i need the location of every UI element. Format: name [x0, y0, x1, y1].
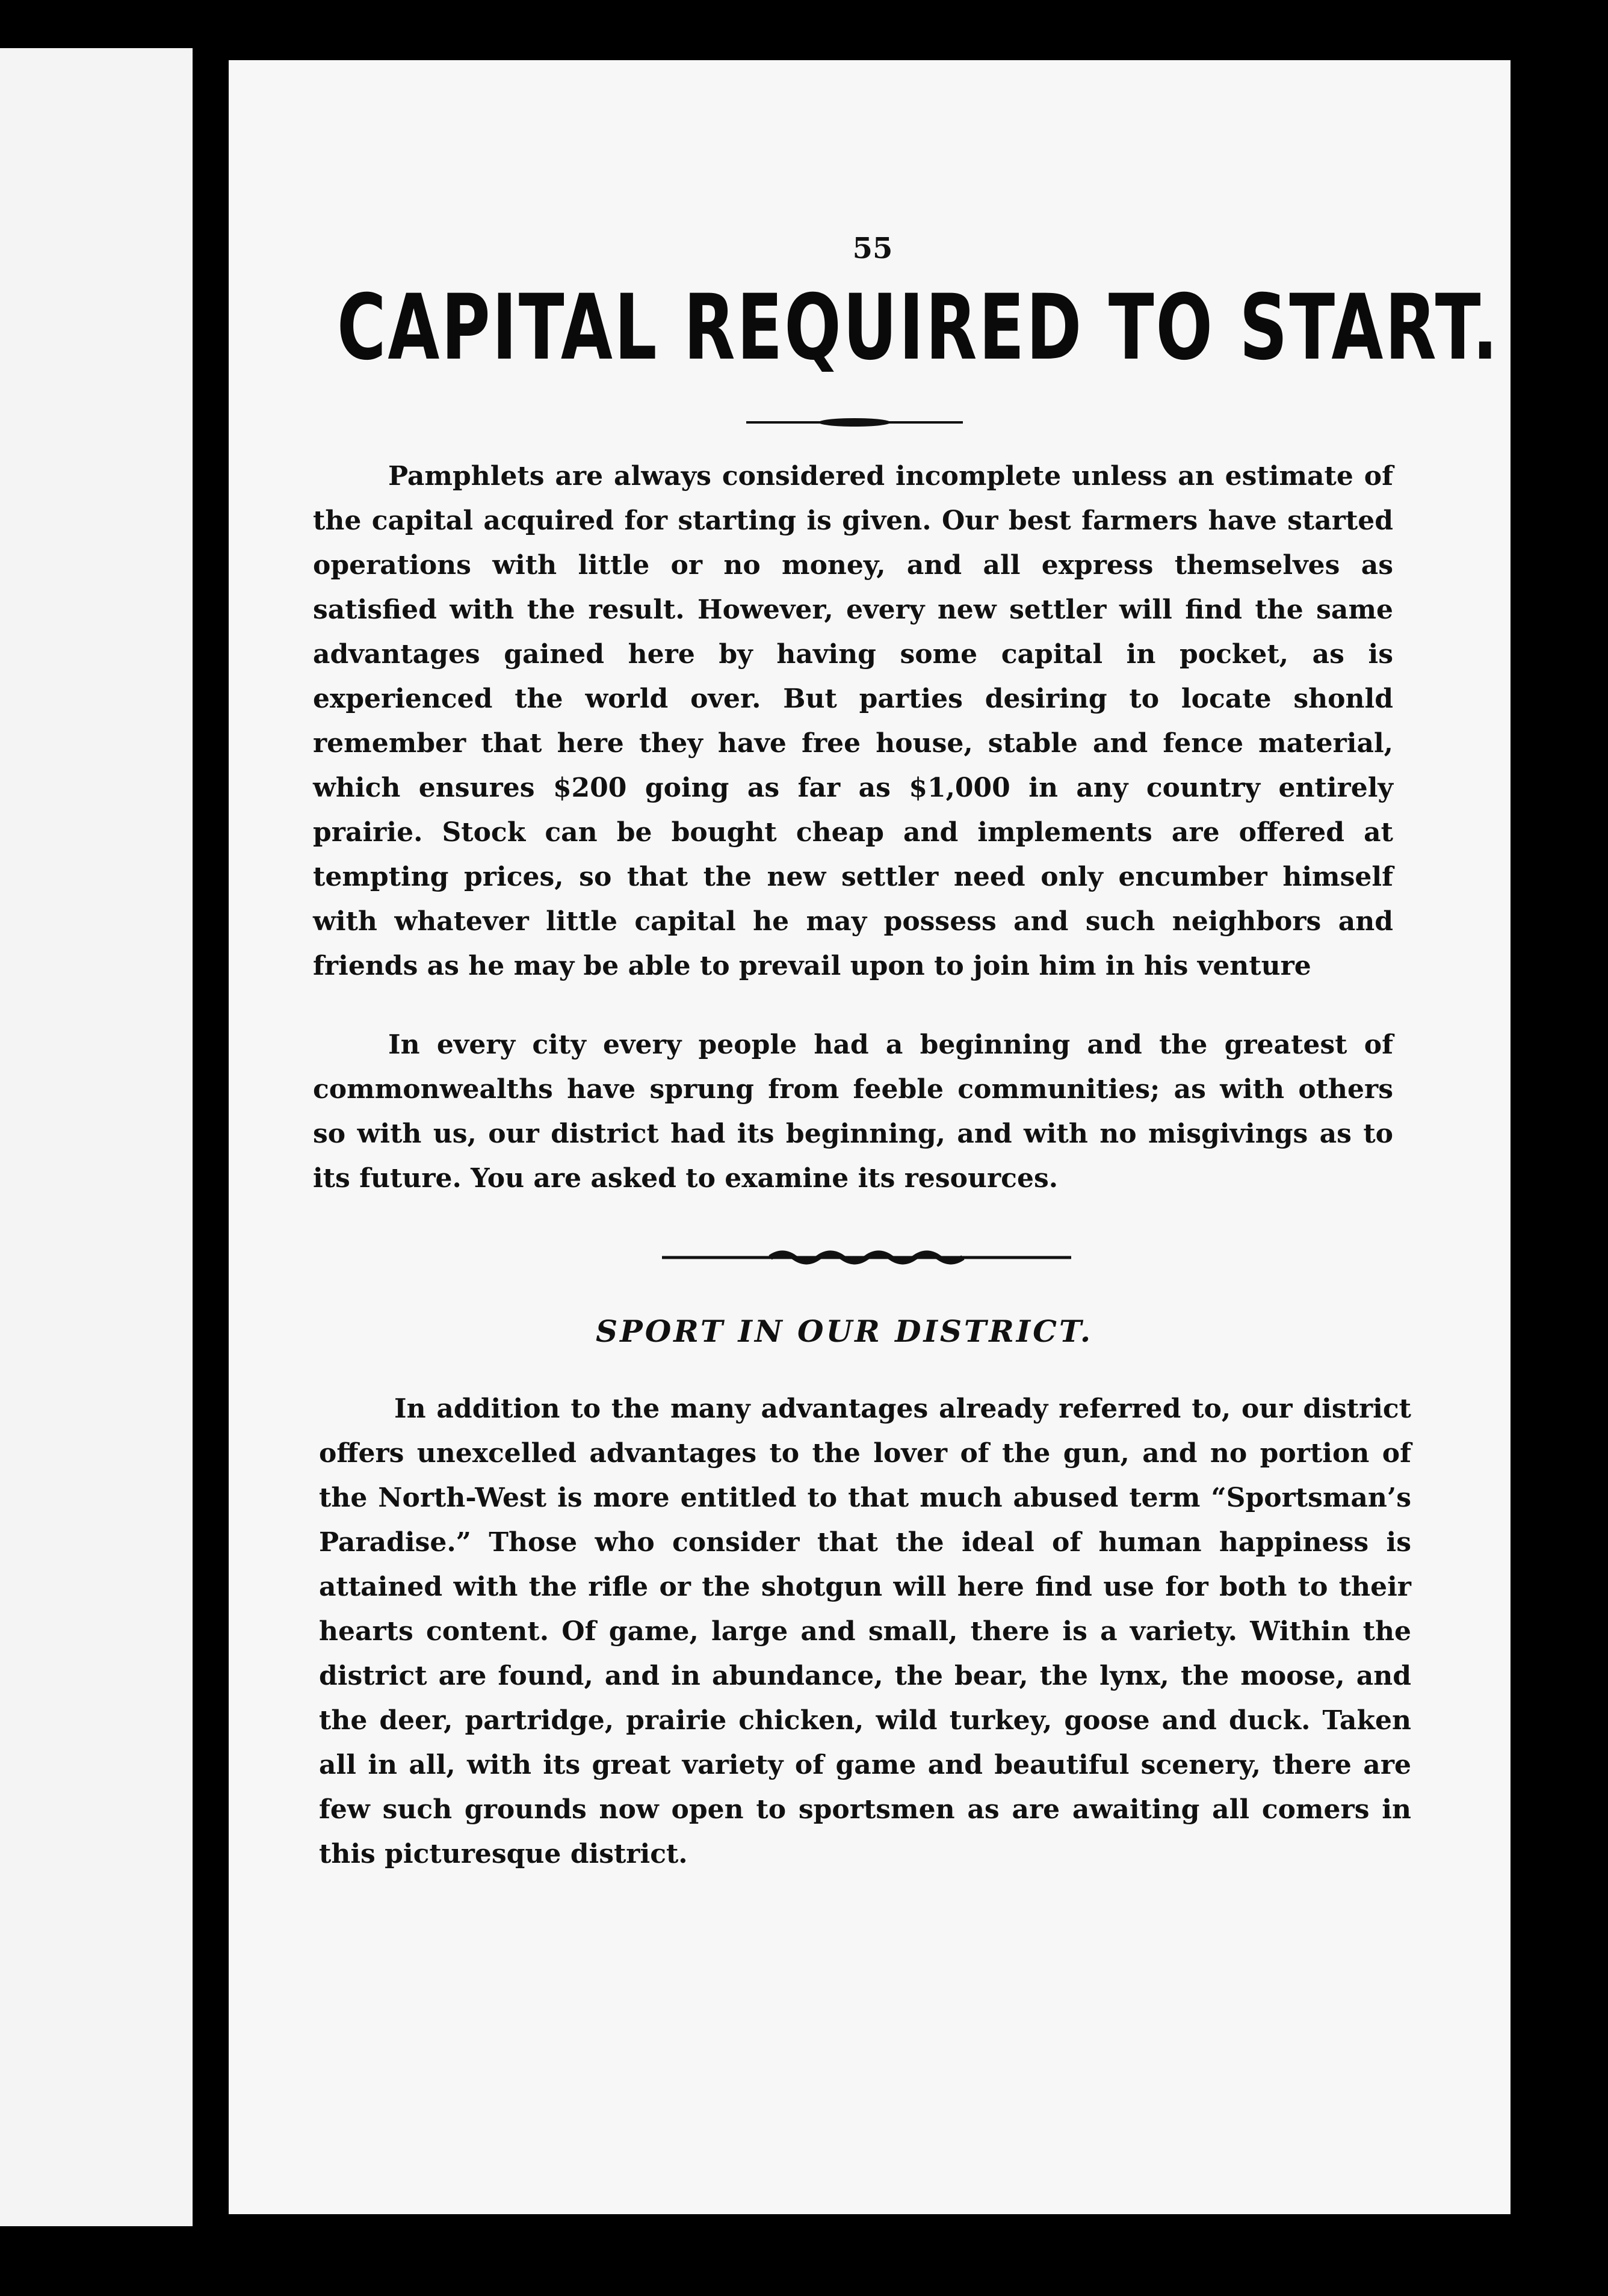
page-title: CAPITAL REQUIRED TO START.: [337, 276, 1500, 380]
section-heading-sport: SPORT IN OUR DISTRICT.: [596, 1313, 1093, 1349]
facing-page-fragment: [0, 48, 193, 2226]
page-number: 55: [852, 232, 893, 265]
paragraph-capital-beginning: In every city every people had a beginning and the greatest of commonwealths have sprung from feeble communities; as with others so with us, our district had its beginning, and with no misgivings as to its future. You are asked to examine its resources.: [313, 1029, 1393, 1194]
title-ornament-divider: [746, 415, 963, 430]
paragraph-sport: In addition to the many advantages already referred to, our district offers unexcelled advantages to the lover of the gun, and no portion of the North-West is more entitled to that much abused term “Sportsman’s Paradise.” Those who consider that the ideal of human happiness is attained with the rifle or the shotgun will here find use for both to their hearts content. Of game, large and small, there is a variety. Within the district are found, and in abundance, the bear, the lynx, the moose, and the deer, partridge, prairie chicken, wild turkey, goose and duck. Taken all in all, with its great variety of game and beautiful scenery, there are few such grounds now open to sportsmen as are awaiting all comers in this picturesque district.: [319, 1393, 1411, 1869]
paragraph-capital-intro: Pamphlets are always considered incomplete unless an estimate of the capital acquired for starting is given. Our best farmers have started operations with little or no money, and all express themselves as satisfied with the result. However, every new settler will find the same advantages gained here by having some capital in pocket, as is experienced the world over. But parties desiring to locate shonld remember that here they have free house, stable and fence material, which ensures $200 going as far as $1,000 in any country entirely prairie. Stock can be bought cheap and implements are offered at tempting prices, so that the new settler need only encumber himself with whatever little capital he may possess and such neighbors and friends as he may be able to prevail upon to join him in his venture: [313, 461, 1393, 981]
section-ornament-divider: [662, 1245, 1071, 1270]
